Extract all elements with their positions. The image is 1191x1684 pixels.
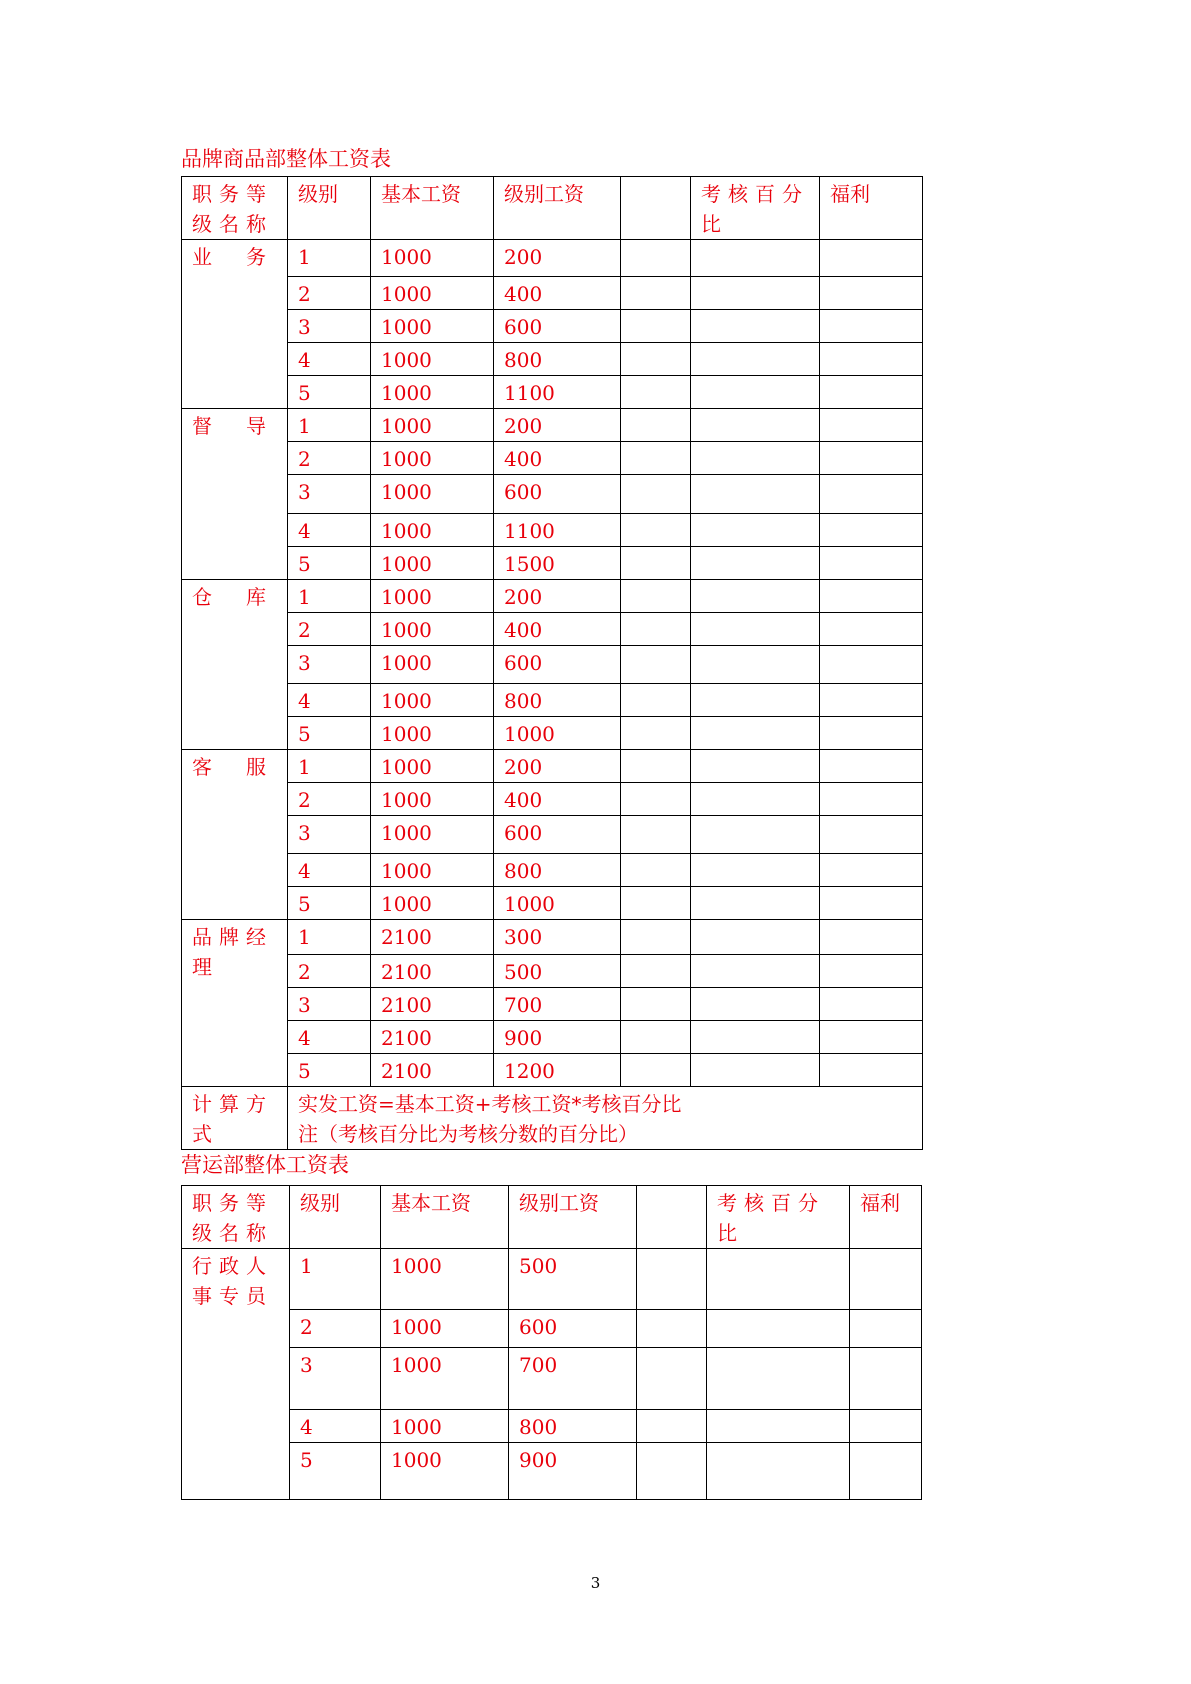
benefit-cell	[850, 1310, 922, 1348]
assessment-percent-cell	[691, 1021, 820, 1054]
assessment-percent-cell	[707, 1410, 850, 1443]
table-row	[182, 613, 923, 646]
level-cell: 5	[288, 717, 371, 750]
base-salary-cell: 1000	[371, 343, 494, 376]
level-salary-cell: 400	[494, 442, 621, 475]
table-row	[182, 1249, 922, 1310]
blank-cell	[637, 1249, 707, 1310]
assessment-percent-cell	[707, 1249, 850, 1310]
header-cell: 基本工资	[371, 177, 494, 240]
level-cell: 5	[290, 1443, 381, 1500]
calculation-formula-cell	[288, 1087, 923, 1150]
blank-cell	[621, 613, 691, 646]
base-salary-cell: 1000	[371, 475, 494, 514]
position-name-cell: 客 服	[182, 750, 288, 920]
level-cell: 1	[288, 750, 371, 783]
assessment-percent-cell	[691, 816, 820, 854]
blank-cell	[621, 442, 691, 475]
table-row	[182, 442, 923, 475]
table-row	[182, 1348, 922, 1410]
base-salary-cell: 1000	[371, 376, 494, 409]
level-cell: 1	[288, 580, 371, 613]
table-row	[182, 409, 923, 442]
level-cell: 2	[288, 613, 371, 646]
table-row	[182, 955, 923, 988]
benefit-cell	[820, 409, 923, 442]
level-cell: 3	[288, 475, 371, 514]
header-cell	[621, 177, 691, 240]
table-row	[182, 1410, 922, 1443]
blank-cell	[621, 580, 691, 613]
benefit-cell	[850, 1249, 922, 1310]
benefit-cell	[820, 442, 923, 475]
level-salary-cell: 1200	[494, 1054, 621, 1087]
level-salary-cell: 1000	[494, 887, 621, 920]
level-salary-cell: 600	[494, 310, 621, 343]
benefit-cell	[820, 854, 923, 887]
level-cell: 2	[290, 1310, 381, 1348]
level-cell: 2	[288, 783, 371, 816]
base-salary-cell: 2100	[371, 1021, 494, 1054]
header-cell: 级别工资	[494, 177, 621, 240]
assessment-percent-cell	[691, 514, 820, 547]
base-salary-cell: 1000	[371, 310, 494, 343]
table-row	[182, 920, 923, 955]
blank-cell	[621, 717, 691, 750]
assessment-percent-cell	[691, 887, 820, 920]
blank-cell	[621, 854, 691, 887]
benefit-cell	[820, 240, 923, 277]
base-salary-cell: 1000	[371, 409, 494, 442]
table-row	[182, 277, 923, 310]
level-salary-cell: 800	[494, 343, 621, 376]
level-salary-cell: 600	[494, 646, 621, 684]
table-row	[182, 343, 923, 376]
table-row	[182, 475, 923, 514]
assessment-percent-cell	[691, 580, 820, 613]
blank-cell	[621, 646, 691, 684]
base-salary-cell: 2100	[371, 955, 494, 988]
page-number: 3	[590, 1574, 601, 1592]
assessment-percent-cell	[691, 343, 820, 376]
level-salary-cell: 200	[494, 750, 621, 783]
level-salary-cell: 700	[494, 988, 621, 1021]
assessment-percent-cell	[691, 955, 820, 988]
level-salary-cell: 600	[494, 475, 621, 514]
blank-cell	[637, 1443, 707, 1500]
base-salary-cell: 2100	[371, 1054, 494, 1087]
assessment-percent-cell	[691, 646, 820, 684]
level-salary-cell: 200	[494, 580, 621, 613]
level-salary-cell: 900	[494, 1021, 621, 1054]
benefit-cell	[820, 580, 923, 613]
level-cell: 4	[288, 1021, 371, 1054]
level-cell: 3	[288, 646, 371, 684]
level-cell: 3	[288, 988, 371, 1021]
assessment-percent-cell	[691, 310, 820, 343]
table-row	[182, 717, 923, 750]
blank-cell	[621, 343, 691, 376]
table-row	[182, 1310, 922, 1348]
level-cell: 5	[288, 887, 371, 920]
assessment-percent-cell	[691, 1054, 820, 1087]
level-salary-cell: 700	[509, 1348, 637, 1410]
level-cell: 1	[288, 240, 371, 277]
level-salary-cell: 500	[509, 1249, 637, 1310]
benefit-cell	[850, 1443, 922, 1500]
header-cell: 考核百分比	[707, 1186, 850, 1249]
blank-cell	[621, 887, 691, 920]
benefit-cell	[820, 920, 923, 955]
level-salary-cell: 400	[494, 783, 621, 816]
level-salary-cell: 900	[509, 1443, 637, 1500]
position-name-cell: 业 务	[182, 240, 288, 409]
calculation-label-cell: 计算方式	[182, 1087, 288, 1150]
level-cell: 5	[288, 1054, 371, 1087]
level-cell: 2	[288, 442, 371, 475]
base-salary-cell: 1000	[381, 1249, 509, 1310]
level-salary-cell: 200	[494, 240, 621, 277]
assessment-percent-cell	[691, 783, 820, 816]
header-row	[182, 177, 923, 240]
level-salary-cell: 1500	[494, 547, 621, 580]
table-row	[182, 783, 923, 816]
assessment-percent-cell	[691, 475, 820, 514]
table-row	[182, 310, 923, 343]
benefit-cell	[820, 475, 923, 514]
position-name-cell: 督 导	[182, 409, 288, 580]
assessment-percent-cell	[691, 277, 820, 310]
table-row	[182, 1021, 923, 1054]
level-cell: 5	[288, 547, 371, 580]
blank-cell	[621, 1021, 691, 1054]
header-cell: 职务等级名称	[182, 1186, 290, 1249]
assessment-percent-cell	[691, 547, 820, 580]
benefit-cell	[820, 514, 923, 547]
blank-cell	[621, 475, 691, 514]
header-cell: 级别工资	[509, 1186, 637, 1249]
blank-cell	[621, 816, 691, 854]
table-row	[182, 547, 923, 580]
formula-line: 实发工资=基本工资+考核工资*考核百分比	[298, 1092, 682, 1116]
table-row	[182, 240, 923, 277]
base-salary-cell: 1000	[371, 684, 494, 717]
benefit-cell	[820, 547, 923, 580]
blank-cell	[621, 988, 691, 1021]
base-salary-cell: 1000	[371, 613, 494, 646]
blank-cell	[621, 750, 691, 783]
level-cell: 3	[288, 816, 371, 854]
header-cell: 福利	[820, 177, 923, 240]
blank-cell	[621, 684, 691, 717]
benefit-cell	[820, 887, 923, 920]
blank-cell	[621, 920, 691, 955]
table-row	[182, 646, 923, 684]
level-cell: 4	[288, 514, 371, 547]
base-salary-cell: 1000	[371, 580, 494, 613]
benefit-cell	[820, 955, 923, 988]
blank-cell	[637, 1348, 707, 1410]
base-salary-cell: 1000	[371, 783, 494, 816]
table-row	[182, 580, 923, 613]
benefit-cell	[820, 783, 923, 816]
table-row	[182, 988, 923, 1021]
base-salary-cell: 1000	[381, 1410, 509, 1443]
base-salary-cell: 1000	[371, 854, 494, 887]
header-cell: 基本工资	[381, 1186, 509, 1249]
base-salary-cell: 1000	[381, 1348, 509, 1410]
base-salary-cell: 1000	[371, 887, 494, 920]
level-salary-cell: 800	[494, 854, 621, 887]
base-salary-cell: 1000	[381, 1443, 509, 1500]
blank-cell	[621, 409, 691, 442]
position-name-cell: 行政人事专员	[182, 1249, 290, 1500]
assessment-percent-cell	[707, 1443, 850, 1500]
benefit-cell	[820, 376, 923, 409]
base-salary-cell: 1000	[371, 277, 494, 310]
level-cell: 3	[290, 1348, 381, 1410]
level-cell: 1	[288, 409, 371, 442]
level-cell: 2	[288, 955, 371, 988]
blank-cell	[621, 277, 691, 310]
blank-cell	[621, 955, 691, 988]
table-row	[182, 1054, 923, 1087]
position-name-cell: 品牌经理	[182, 920, 288, 1087]
assessment-percent-cell	[707, 1348, 850, 1410]
benefit-cell	[850, 1410, 922, 1443]
table-row	[182, 887, 923, 920]
table-row	[182, 376, 923, 409]
level-salary-cell: 500	[494, 955, 621, 988]
level-salary-cell: 300	[494, 920, 621, 955]
level-cell: 1	[290, 1249, 381, 1310]
level-salary-cell: 1100	[494, 376, 621, 409]
assessment-percent-cell	[691, 613, 820, 646]
level-salary-cell: 1000	[494, 717, 621, 750]
blank-cell	[621, 240, 691, 277]
salary-table-operations	[181, 1185, 922, 1500]
assessment-percent-cell	[691, 988, 820, 1021]
assessment-percent-cell	[691, 920, 820, 955]
header-cell: 级别	[288, 177, 371, 240]
level-salary-cell: 800	[509, 1410, 637, 1443]
base-salary-cell: 1000	[371, 750, 494, 783]
table-row	[182, 514, 923, 547]
assessment-percent-cell	[691, 854, 820, 887]
assessment-percent-cell	[707, 1310, 850, 1348]
blank-cell	[637, 1410, 707, 1443]
blank-cell	[621, 1054, 691, 1087]
level-salary-cell: 800	[494, 684, 621, 717]
calculation-row	[182, 1087, 923, 1150]
table-row	[182, 854, 923, 887]
level-salary-cell: 600	[494, 816, 621, 854]
blank-cell	[621, 514, 691, 547]
benefit-cell	[820, 988, 923, 1021]
base-salary-cell: 2100	[371, 988, 494, 1021]
base-salary-cell: 1000	[371, 442, 494, 475]
table-row	[182, 684, 923, 717]
header-cell: 级别	[290, 1186, 381, 1249]
table1-title: 品牌商品部整体工资表	[181, 147, 391, 171]
benefit-cell	[820, 717, 923, 750]
level-cell: 4	[288, 684, 371, 717]
level-cell: 1	[288, 920, 371, 955]
level-cell: 4	[288, 343, 371, 376]
table-row	[182, 1443, 922, 1500]
base-salary-cell: 2100	[371, 920, 494, 955]
level-salary-cell: 400	[494, 613, 621, 646]
benefit-cell	[820, 1021, 923, 1054]
assessment-percent-cell	[691, 409, 820, 442]
level-cell: 2	[288, 277, 371, 310]
assessment-percent-cell	[691, 717, 820, 750]
benefit-cell	[850, 1348, 922, 1410]
level-cell: 4	[290, 1410, 381, 1443]
formula-note: 注（考核百分比为考核分数的百分比）	[298, 1122, 638, 1146]
base-salary-cell: 1000	[371, 717, 494, 750]
blank-cell	[621, 376, 691, 409]
table-row	[182, 750, 923, 783]
base-salary-cell: 1000	[371, 646, 494, 684]
benefit-cell	[820, 684, 923, 717]
benefit-cell	[820, 613, 923, 646]
blank-cell	[621, 783, 691, 816]
base-salary-cell: 1000	[371, 240, 494, 277]
position-name-cell: 仓 库	[182, 580, 288, 750]
header-cell: 福利	[850, 1186, 922, 1249]
base-salary-cell: 1000	[381, 1310, 509, 1348]
table-row	[182, 816, 923, 854]
level-salary-cell: 200	[494, 409, 621, 442]
level-salary-cell: 600	[509, 1310, 637, 1348]
benefit-cell	[820, 1054, 923, 1087]
assessment-percent-cell	[691, 442, 820, 475]
blank-cell	[637, 1310, 707, 1348]
benefit-cell	[820, 646, 923, 684]
base-salary-cell: 1000	[371, 816, 494, 854]
assessment-percent-cell	[691, 750, 820, 783]
blank-cell	[621, 547, 691, 580]
level-cell: 5	[288, 376, 371, 409]
level-cell: 4	[288, 854, 371, 887]
header-cell: 考核百分比	[691, 177, 820, 240]
header-cell: 职务等级名称	[182, 177, 288, 240]
benefit-cell	[820, 750, 923, 783]
base-salary-cell: 1000	[371, 547, 494, 580]
header-cell	[637, 1186, 707, 1249]
benefit-cell	[820, 343, 923, 376]
table2-title: 营运部整体工资表	[181, 1153, 349, 1177]
assessment-percent-cell	[691, 376, 820, 409]
salary-table-brand	[181, 176, 923, 1150]
benefit-cell	[820, 310, 923, 343]
assessment-percent-cell	[691, 684, 820, 717]
blank-cell	[621, 310, 691, 343]
level-salary-cell: 400	[494, 277, 621, 310]
assessment-percent-cell	[691, 240, 820, 277]
header-row	[182, 1186, 922, 1249]
level-cell: 3	[288, 310, 371, 343]
benefit-cell	[820, 277, 923, 310]
base-salary-cell: 1000	[371, 514, 494, 547]
level-salary-cell: 1100	[494, 514, 621, 547]
benefit-cell	[820, 816, 923, 854]
